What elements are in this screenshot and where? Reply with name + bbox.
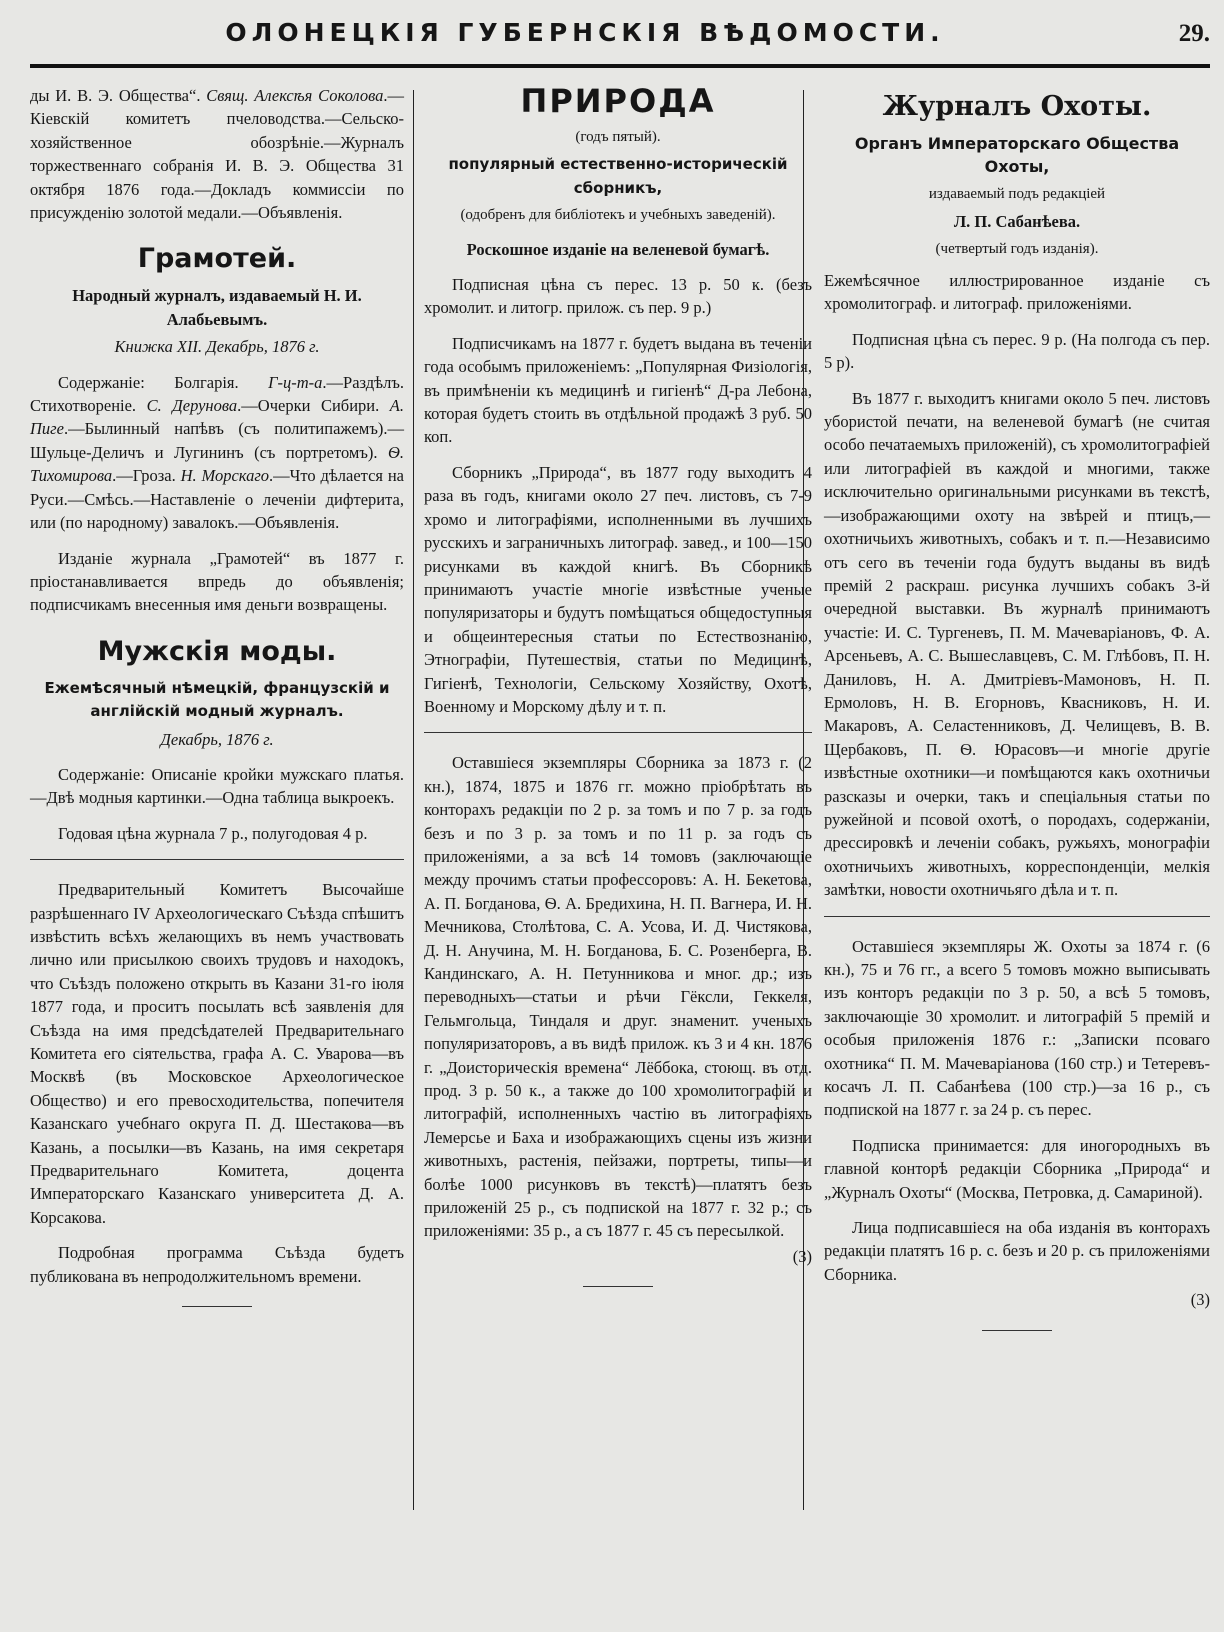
contents-continuation: ды И. В. Э. Общества“. Свящ. Алексѣя Соколова.—Кіевскій комитетъ пчеловодства.—Сельско-хозяйственное обозрѣніе.—Журналъ торжественнаго собранія И. В. Э. Общества 31 октября 1876 года.—Докладъ коммиссіи по присужденію золотой медали.—Объявленія. — [30, 86, 404, 223]
okhota-subscription: Подписка принимается: для иногородныхъ въ главной конторѣ редакціи Сборника „Природа“ и „Журналъ Охоты“ (Москва, Петровка, д. Самариной). — [824, 1135, 1210, 1202]
column-left — [30, 84, 404, 1307]
column-right — [824, 84, 1210, 1331]
mody-subtitle: Ежемѣсячный нѣмецкій, французскій и англійскій модный журналъ. — [44, 678, 390, 721]
page-number: 29. — [1178, 20, 1210, 47]
gramotey-subtitle: Народный журналъ, издаваемый Н. И. Алабьевымъ. — [72, 286, 362, 329]
gramotey-issue: Книжка XII. Декабрь, 1876 г. — [114, 337, 320, 357]
priroda-price: Подписная цѣна съ перес. 13 р. 50 к. (безъ хромолит. и литогр. прилож. съ пер. 9 р.) — [424, 275, 812, 318]
mody-price: Годовая цѣна журнала 7 р., полугодовая 4 р. — [58, 823, 368, 843]
mody-contents: Содержаніе: Описаніе кройки мужскаго платья.—Двѣ модныя картинки.—Одна таблица выкроекъ. — [30, 764, 404, 808]
priroda-approved: (одобренъ для библіотекъ и учебныхъ заведеній). — [460, 207, 776, 224]
okhota-both: Лица подписавшіеся на оба изданія въ конторахъ редакціи платятъ 16 р. с. безъ и 20 р. съ приложеніями Сборника. — [824, 1218, 1210, 1284]
priroda-luxury: Роскошное изданіе на веленевой бумагѣ. — [466, 239, 770, 259]
header-rule — [30, 64, 1210, 68]
gramotey-title: Грамотей. — [137, 243, 297, 275]
section-rule — [824, 916, 1210, 917]
priroda-title: ПРИРОДА — [520, 82, 716, 120]
end-rule — [982, 1330, 1052, 1331]
column-middle — [424, 84, 812, 1287]
mody-issue: Декабрь, 1876 г. — [160, 729, 274, 749]
section-rule — [30, 859, 404, 860]
priroda-remaining: Оставшіеся экземпляры Сборника за 1873 г. (2 кн.), 1874, 1875 и 1876 гг. можно пріобрѣтать въ конторахъ редакціи по 2 р. за томъ и по 7 р. за годъ безъ и по 3 р. за томъ и по 11 р. за годъ съ приложеніями, а за всѣ 14 томовъ (заключающіе между прочимъ статьи профессоровъ: А. Н. Бекетова, А. П. Богданова, Ѳ. А. Бредихина, Н. П. Вагнера, И. Н. Мечникова, Столѣтова, С. А. Усова, И. Д. Чистякова, Д. Н. Анучина, М. Н. Богданова, Б. С. Розенберга, В. Кандинскаго, А. Н. Петунникова и мног. др.; изъ переводныхъ—статьи и рѣчи Гёксли, Геккеля, Гельмгольца, Тиндаля и друг. знаменит. ученыхъ популяризаторовъ, а въ видѣ прилож. къ 3 и 4 кн. 1876 г. „Доисторическія времена“ Лёббока, стоющ. въ отд. прод. 3 р. 50 к., а также до 100 хромолитографій и литографій, исполненныхъ частію въ литографіяхъ Лемерсье и Баха и изображающихъ сцены изъ жизни животныхъ, растенія, пейзажи, портреты, типы—и болѣе 1000 рисунковъ въ текстѣ)—платятъ безъ приложеній 25 р., съ подпиской на 1877 г. 32 р.; съ приложеніями: 35 р., а съ 1877 г. 45 съ пересылкой. — [424, 753, 812, 1241]
okhota-remaining: Оставшіеся экземпляры Ж. Охоты за 1874 г. (6 кн.), 75 и 76 гг., а всего 5 томовъ можно выписывать изъ конторъ редакціи по 3 р. 50, а всѣ 5 томовъ, заключающіе 30 хромолит. и литографій 5 премій и особыя приложенія 1876 г.: „Записки псоваго охотника“ П. М. Мачеваріанова (160 стр.) и Тетеревъ-косачъ Л. П. Сабанѣева (100 стр.)—за 16 р., съ подпиской на 1877 г. за 24 р. съ перес. — [824, 936, 1210, 1120]
okhota-price: Подписная цѣна съ перес. 9 р. (На полгода съ пер. 5 р). — [824, 329, 1210, 373]
priroda-supplement: Подписчикамъ на 1877 г. будетъ выдана въ теченіи года особымъ приложеніемъ: „Популярная Физіологія, въ примѣненіи къ медицинѣ и гигіенѣ“ Д-ра Лебона, которая будетъ стоить въ отдѣльной продажѣ 3 руб. 50 коп. — [424, 333, 812, 447]
okhota-editor: Л. П. Сабанѣева. — [953, 212, 1081, 232]
end-rule — [182, 1306, 252, 1307]
section-rule — [424, 732, 812, 733]
priroda-year: (годъ пятый). — [575, 129, 661, 145]
okhota-title: Журналъ Охоты. — [882, 91, 1152, 122]
masthead: ОЛОНЕЦКІЯ ГУБЕРНСКІЯ ВѢДОМОСТИ. — [225, 18, 945, 47]
congress-announcement: Предварительный Комитетъ Высочайше разрѣшеннаго IV Археологическаго Съѣзда спѣшитъ извѣстить всѣхъ желающихъ въ немъ участвовать лично или присылкою своихъ трудовъ и находокъ, что Съѣздъ положено открыть въ Казани 31-го іюля 1877 года, и проситъ посылать всѣ заявленія для Съѣзда на имя предсѣдателей Предварительнаго Комитета его сіятельства, графа А. С. Уварова—въ Москвѣ (въ Московское Археологическое Общество) и его превосходительства, попечителя Казанскаго учебнаго округа П. Д. Шестакова—въ Казань, а посылки—въ Казань, на имя секретаря Предварительнаго Комитета, доцента Императорскаго Казанскаго университета Д. А. Корсакова. — [30, 880, 404, 1227]
end-rule — [583, 1286, 653, 1287]
gramotey-notice: Изданіе журнала „Грамотей“ въ 1877 г. пріостанавливается впредь до объявленія; подписчикамъ внесенныя имя деньги возвращены. — [30, 548, 404, 615]
okhota-main: Въ 1877 г. выходитъ книгами около 5 печ. листовъ убористой печати, на веленевой бумагѣ (не считая особо печатаемыхъ приложеній), съ хромолитографіей или литографіей въ каждой и многими, также исключительно оригинальными рисунками въ текстѣ,—изображающими охоту на звѣрей и птицъ,—охотничьихъ животныхъ, собакъ и т. п.—Независимо отъ сего въ теченіи года будутъ выданы въ видѣ премій 2 раскраш. рисунка лучшихъ собакъ 3-й очередной выставки. Въ журналѣ принимаютъ участіе: И. С. Тургеневъ, П. М. Мачеваріановъ, Ф. А. Арсеньевъ, А. С. Вышеславцевъ, С. М. Глѣбовъ, П. Н. Даниловъ, Н. А. Дмитріевъ-Мамоновъ, Н. П. Ермоловъ, Н. В. Егорновъ, Квасниковъ, Н. И. Макаровъ, А. Селастенниковъ, Д. Челищевъ, В. В. Щербаковъ, П. Ѳ. Юрасовъ—и многіе другіе извѣстные охотники—и помѣщаются какъ охотничьи разсказы и очерки, такъ и спеціальныя статьи по ружейной и псовой охотѣ, о породахъ, содержаніи, дрессировкѣ и леченіи собакъ, ружьяхъ, монографіи охотничьихъ животныхъ, корреспонденціи, мелкія замѣтки, новости охотничьяго дѣла и т. п. — [824, 388, 1210, 900]
gramotey-contents: Содержаніе: Болгарія. Г-ц-т-а.—Раздѣлъ. Стихотвореніе. С. Дерунова.—Очерки Сибири. А. Пиге.—Былинный напѣвъ (съ политипажемъ).—Шульце-Деличъ и Лугининъ (съ портретомъ). Ѳ. Тихомирова.—Гроза. Н. Морскаго.—Что дѣлается на Руси.—Смѣсь.—Наставленіе о леченіи дифтерита, или (по народному) завалокъ.—Объявленія. — [30, 372, 404, 533]
page-header — [30, 18, 1210, 66]
okhota-year: (четвертый годъ изданія). — [935, 240, 1099, 257]
column-divider-1 — [413, 90, 414, 1510]
okhota-monthly: Ежемѣсячное иллюстрированное изданіе съ хромолитограф. и литограф. приложеніями. — [824, 271, 1210, 314]
mody-title: Мужскія моды. — [97, 635, 337, 667]
priroda-collection: Сборникъ „Природа“, въ 1877 году выходитъ 4 раза въ годъ, книгами около 27 печ. листовъ, съ 7-9 хромо и литографіями, исполненными въ лучшихъ русскихъ и заграничныхъ литограф. завед., и 100—150 рисунками въ каждой книгѣ. Въ Сборникѣ принимаютъ участіе многіе извѣстные ученые популяризаторы и будутъ помѣщаться общедоступныя и общеинтересныя статьи по Естествознанію, Этнографіи, Путешествія, статьи по Медицинѣ, Гигіенѣ, Технологіи, Сельскому Хозяйству, Охотѣ, Военному и Морскому дѣлу и т. п. — [424, 462, 812, 716]
okhota-organ: Органъ Императорскаго Общества Охоты, — [854, 134, 1180, 177]
ad-number: (3) — [1190, 1290, 1210, 1310]
priroda-subtitle: популярный естественно-историческій сборникъ, — [448, 155, 788, 197]
congress-program: Подробная программа Съѣзда будетъ публикована въ непродолжительномъ времени. — [30, 1243, 404, 1286]
ad-number: (3) — [792, 1246, 812, 1266]
okhota-edited: издаваемый подъ редакціей — [928, 185, 1106, 202]
